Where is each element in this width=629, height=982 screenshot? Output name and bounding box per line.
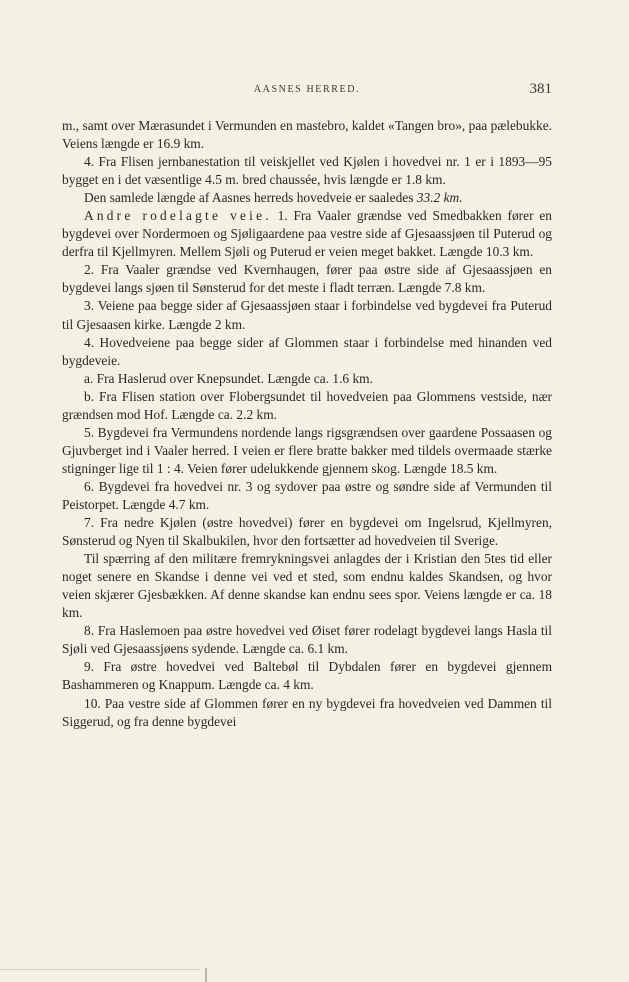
- total-length: 33.2 km.: [416, 190, 463, 206]
- paragraph: 3. Veiene paa begge sider af Gjesaassjøen staar i forbindelse ved bygdevei fra Puterud til Gjesaasen kirke. Længde 2 km.: [62, 298, 552, 332]
- paragraph: m., samt over Mærasundet i Vermunden en mastebro, kaldet «Tangen bro», paa pælebukke. Veiens længde er 16.9 km.: [62, 118, 552, 152]
- scan-line: [0, 969, 200, 970]
- paragraph: 8. Fra Haslemoen paa østre hovedvei ved Øiset fører rodelagt bygdevei langs Hasla til Sjøli ved Gjesaassjøens sydende. Længde ca. 6.1 km.: [62, 623, 552, 657]
- section-heading: Andre rodelagte veie.: [84, 208, 272, 224]
- paragraph: 2. Fra Vaaler grændse ved Kvernhaugen, fører paa østre side af Gjesaassjøen en bygdevei langs sjøen til Sønsterud for det meste i fladt terræn. Længde 7.8 km.: [62, 262, 552, 296]
- body-text: [62, 117, 552, 731]
- paragraph: a. Fra Haslerud over Knepsundet. Længde ca. 1.6 km.: [84, 370, 373, 386]
- paragraph-text: 1. Fra Vaaler grændse ved Smedbakken fører en bygdevei over Nordermoen og Sjøligaardene paa vestre side af Gjesaassjøen til Puterud og derfra til Kjellmyren. Mellem Sjøli og Puterud er veien meget bakket. Længde 10.3 km.: [62, 208, 552, 260]
- page-number: 381: [529, 81, 552, 97]
- scan-tick: [205, 968, 207, 982]
- paragraph: 7. Fra nedre Kjølen (østre hovedvei) fører en bygdevei om Ingelsrud, Kjellmyren, Sønsterud og Nyen til Skalbukilen, hvor den fortsætter ad hovedveien til Sverige.: [62, 515, 552, 549]
- paragraph: Til spærring af den militære fremrykningsvei anlagdes der i Kristian den 5tes tid eller noget senere en Skandse i denne vei ved et sted, som endnu kaldes Skandsen, og hvor veien skjærer Gjesbækken. Af denne skandse kan endnu sees spor. Veiens længde er ca. 18 km.: [62, 551, 552, 621]
- paragraph: 6. Bygdevei fra hovedvei nr. 3 og sydover paa østre og søndre side af Vermunden til Peistorpet. Længde 4.7 km.: [62, 478, 552, 512]
- paragraph: 9. Fra østre hovedvei ved Baltebøl til Dybdalen fører en bygdevei gjennem Bashammeren og Knappum. Længde ca. 4 km.: [62, 659, 552, 693]
- paragraph: [62, 207, 552, 261]
- paragraph-text: Den samlede længde af Aasnes herreds hovedveie er saaledes: [84, 190, 414, 206]
- paragraph: [62, 189, 552, 207]
- paragraph: 4. Fra Flisen jernbanestation til veiskjellet ved Kjølen i hovedvei nr. 1 er i 1893—95 bygget en i det væsentlige 4.5 m. bred chaussée, hvis længde er 1.8 km.: [62, 154, 552, 188]
- scan-edge-mark: [0, 964, 210, 982]
- paragraph: b. Fra Flisen station over Flobergsundet til hovedveien paa Glommens vestside, nær grændsen mod Hof. Længde ca. 2.2 km.: [62, 388, 552, 422]
- paragraph: 10. Paa vestre side af Glommen fører en ny bygdevei fra hovedveien ved Dammen til Siggerud, og fra denne bygdevei: [62, 695, 552, 729]
- paragraph: 5. Bygdevei fra Vermundens nordende langs rigsgrændsen over gaardene Possaasen og Gjuvberget ind i Vaaler herred. I veien er flere bratte bakker med tildels overmaade stærke stigninger lige til 1 : 4. Veien fører udelukkende gjennem skog. Længde 18.5 km.: [62, 424, 552, 476]
- paragraph: 4. Hovedveiene paa begge sider af Glommen staar i forbindelse med hinanden ved bygdeveie.: [62, 334, 552, 368]
- running-head: AASNES HERRED.: [253, 84, 361, 95]
- page-header: [62, 81, 552, 100]
